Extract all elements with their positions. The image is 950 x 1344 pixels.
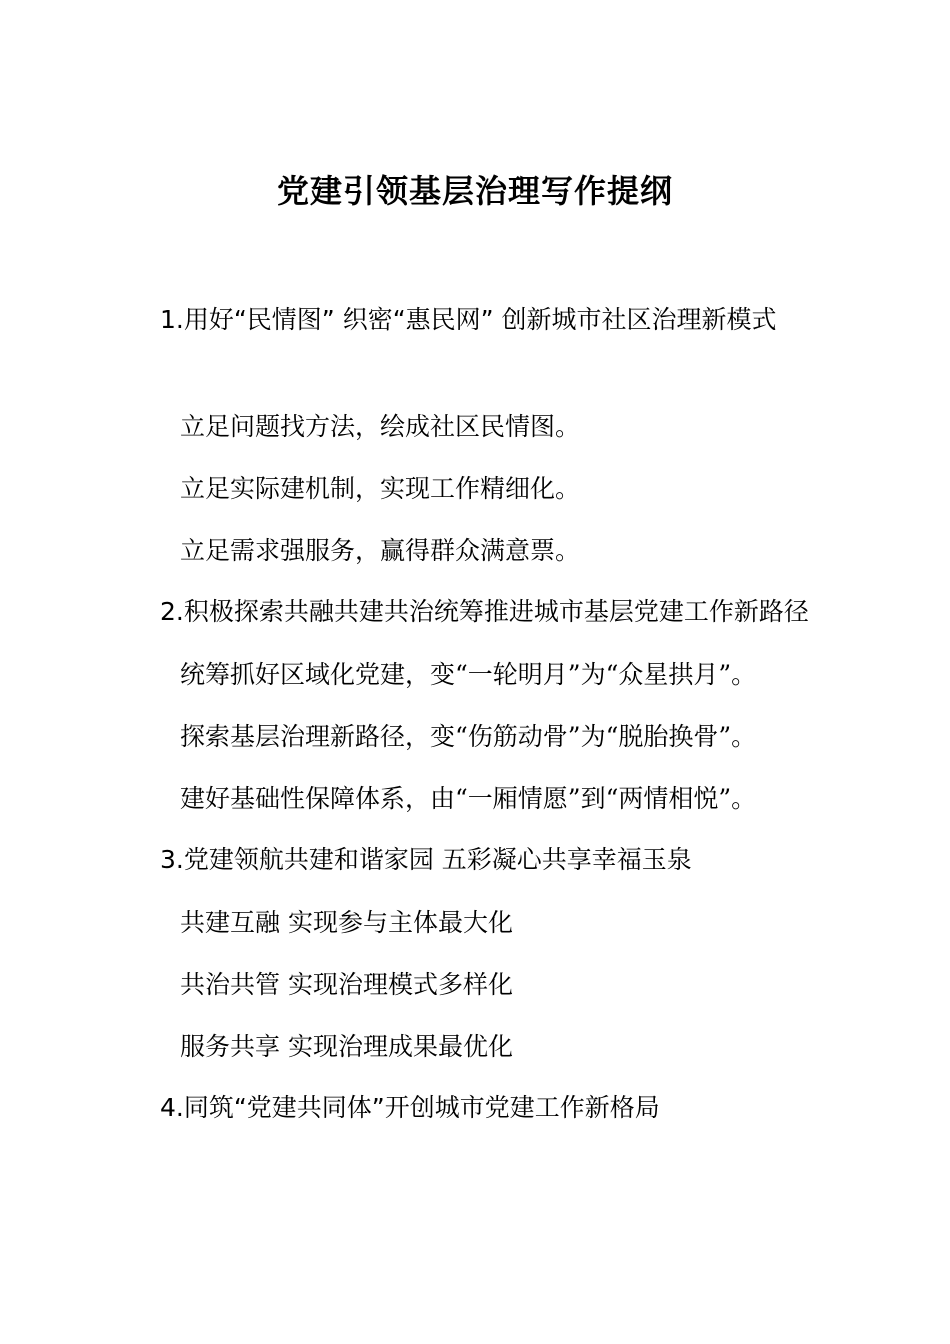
section-3-item-2: 共治共管 实现治理模式多样化 — [180, 970, 513, 999]
section-2-item-1: 统筹抓好区域化党建，变“一轮明月”为“众星拱月”。 — [180, 660, 757, 689]
section-1-item-3: 立足需求强服务，赢得群众满意票。 — [180, 536, 581, 565]
section-3-item-3: 服务共享 实现治理成果最优化 — [180, 1032, 513, 1061]
section-1-item-2: 立足实际建机制，实现工作精细化。 — [180, 474, 581, 503]
section-1-item-1: 立足问题找方法，绘成社区民情图。 — [180, 412, 581, 441]
section-3-item-1: 共建互融 实现参与主体最大化 — [180, 908, 513, 937]
section-2-item-3: 建好基础性保障体系，由“一厢情愿”到“两情相悦”。 — [180, 784, 757, 813]
section-heading-1: 1.用好“民情图” 织密“惠民网” 创新城市社区治理新模式 — [160, 305, 777, 334]
section-heading-4: 4.同筑“党建共同体”开创城市党建工作新格局 — [160, 1093, 660, 1122]
section-heading-3: 3.党建领航共建和谐家园 五彩凝心共享幸福玉泉 — [160, 845, 692, 874]
document-title: 党建引领基层治理写作提纲 — [276, 172, 673, 210]
section-heading-2: 2.积极探索共融共建共治统筹推进城市基层党建工作新路径 — [160, 597, 809, 626]
section-2-item-2: 探索基层治理新路径，变“伤筋动骨”为“脱胎换骨”。 — [180, 722, 757, 751]
